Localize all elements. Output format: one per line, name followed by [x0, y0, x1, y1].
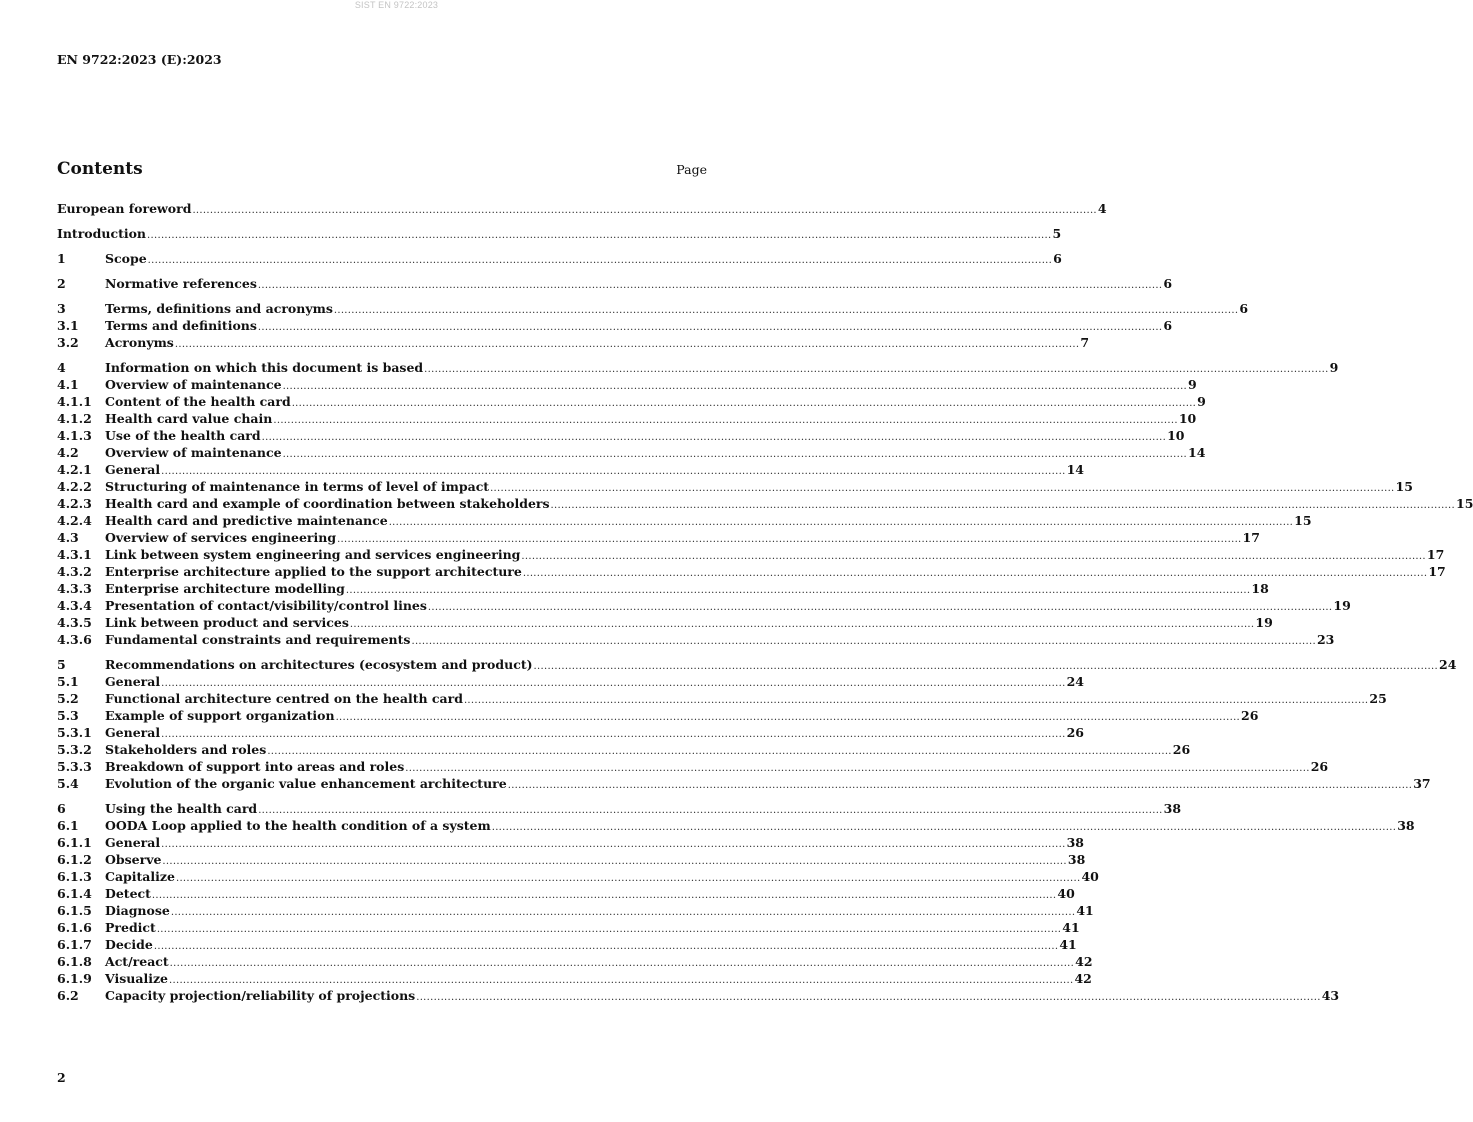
toc-entry-title: Scope	[105, 251, 147, 266]
contents-title: Contents	[57, 159, 143, 179]
toc-dot-leader: ....................................................................................................................................................................................................................................................................	[335, 712, 1241, 723]
toc-entry[interactable]	[57, 427, 1185, 444]
toc-entry-number: 6.1.5	[57, 903, 92, 918]
toc-entry-title: Evolution of the organic value enhancement architecture	[105, 776, 507, 791]
toc-entry-title: Link between system engineering and services engineering	[105, 547, 521, 562]
toc-entry-title: General	[105, 725, 161, 740]
toc-entry[interactable]	[57, 885, 1075, 902]
toc-entry-page: 17	[1242, 530, 1260, 545]
toc-entry-page: 38	[1067, 852, 1086, 867]
toc-entry-title: Acronyms	[105, 335, 174, 350]
toc-entry[interactable]	[57, 800, 1182, 817]
toc-entry-number: 1	[57, 251, 66, 266]
toc-entry[interactable]	[57, 444, 1206, 461]
toc-entry-number: 5.1	[57, 674, 79, 689]
toc-entry-number: 4.1	[57, 377, 79, 392]
toc-dot-leader: ....................................................................................................................................................................................................................................................................	[151, 890, 1057, 901]
toc-dot-leader: ....................................................................................................................................................................................................................................................................	[405, 763, 1310, 774]
toc-entry-title: Fundamental constraints and requirements	[105, 632, 411, 647]
toc-entry-title: Enterprise architecture modelling	[105, 581, 345, 596]
toc-entry[interactable]	[57, 614, 1273, 631]
toc-entry-number: 6.1.2	[57, 852, 92, 867]
toc-entry-page: 42	[1074, 971, 1092, 986]
contents-header	[57, 158, 707, 182]
toc-entry-title: Information on which this document is based	[105, 360, 424, 375]
toc-entry-number: 3	[57, 301, 66, 316]
toc-dot-leader: ....................................................................................................................................................................................................................................................................	[175, 873, 1081, 884]
toc-entry-number: 6.1.1	[57, 835, 92, 850]
toc-dot-leader: ....................................................................................................................................................................................................................................................................	[522, 568, 1428, 579]
toc-entry-page: 26	[1241, 708, 1259, 723]
toc-entry-title: Presentation of contact/visibility/control lines	[105, 598, 427, 613]
toc-entry-number: 5.3.2	[57, 742, 92, 757]
toc-entry-title: Terms, definitions and acronyms	[105, 301, 333, 316]
toc-entry-page: 9	[1329, 360, 1339, 375]
toc-entry[interactable]	[57, 851, 1086, 868]
toc-entry-number: 5.4	[57, 776, 79, 791]
toc-entry-title: General	[105, 462, 161, 477]
toc-dot-leader: ....................................................................................................................................................................................................................................................................	[416, 992, 1321, 1003]
toc-entry[interactable]	[57, 987, 1340, 1004]
toc-entry[interactable]	[57, 376, 1197, 393]
toc-entry-number: 6	[57, 801, 66, 816]
toc-entry[interactable]	[57, 953, 1093, 970]
toc-entry-page: 19	[1333, 598, 1351, 613]
toc-entry-title: Use of the health card	[105, 428, 261, 443]
toc-entry-title: Diagnose	[105, 903, 170, 918]
toc-dot-leader: ....................................................................................................................................................................................................................................................................	[161, 839, 1066, 850]
toc-entry[interactable]	[57, 393, 1206, 410]
toc-dot-leader: ....................................................................................................................................................................................................................................................................	[291, 398, 1197, 409]
toc-entry-number: 6.1.9	[57, 971, 92, 986]
toc-entry-page: 40	[1057, 886, 1075, 901]
toc-entry[interactable]	[57, 546, 1445, 563]
toc-entry-number: 6.1.8	[57, 954, 92, 969]
toc-dot-leader: ....................................................................................................................................................................................................................................................................	[257, 280, 1163, 291]
toc-entry-title: Health card value chain	[105, 411, 273, 426]
toc-entry-number: 3.2	[57, 335, 79, 350]
toc-entry-page: 25	[1369, 691, 1387, 706]
toc-entry-page: 26	[1310, 759, 1329, 774]
toc-entry-page: 15	[1395, 479, 1413, 494]
toc-entry-page: 40	[1081, 869, 1099, 884]
toc-entry-number: 6.1.4	[57, 886, 92, 901]
toc-entry-page: 10	[1167, 428, 1185, 443]
toc-dot-leader: ....................................................................................................................................................................................................................................................................	[507, 780, 1413, 791]
toc-entry[interactable]	[57, 656, 1457, 673]
toc-dot-leader: ....................................................................................................................................................................................................................................................................	[491, 822, 1397, 833]
toc-entry-number: 4.3	[57, 530, 79, 545]
toc-entry-title: Act/react	[105, 954, 169, 969]
watermark: SIST EN 9722:2023	[354, 0, 439, 10]
toc-dot-leader: ....................................................................................................................................................................................................................................................................	[261, 432, 1167, 443]
toc-entry-title: Normative references	[105, 276, 257, 291]
toc-entry[interactable]	[57, 775, 1431, 792]
document-identifier: EN 9722:2023 (E):2023	[57, 52, 222, 67]
toc-entry-page: 23	[1316, 632, 1335, 647]
toc-entry-title: Content of the health card	[105, 394, 291, 409]
toc-entry-title: OODA Loop applied to the health condition of a system	[105, 818, 491, 833]
toc-dot-leader: ....................................................................................................................................................................................................................................................................	[169, 958, 1075, 969]
toc-entry[interactable]	[57, 919, 1080, 936]
toc-entry[interactable]	[57, 410, 1197, 427]
toc-entry-page: 6	[1053, 251, 1062, 266]
toc-entry-number: 4.1.2	[57, 411, 92, 426]
toc-entry-number: 4.2.2	[57, 479, 92, 494]
toc-entry-number: 6.1.6	[57, 920, 92, 935]
toc-entry-number: 6.2	[57, 988, 79, 1003]
toc-entry-title: Overview of maintenance	[105, 445, 282, 460]
toc-entry-number: 5.3	[57, 708, 79, 723]
toc-entry-title: Functional architecture centred on the health card	[105, 691, 463, 706]
toc-entry-title: Terms and definitions	[105, 318, 257, 333]
toc-entry[interactable]	[57, 461, 1084, 478]
toc-entry[interactable]	[57, 495, 1473, 512]
table-of-contents	[57, 200, 1473, 1004]
toc-entry[interactable]	[57, 690, 1387, 707]
toc-entry-page: 4	[1097, 201, 1107, 216]
toc-entry-title: Example of support organization	[105, 708, 335, 723]
toc-entry[interactable]	[57, 970, 1092, 987]
toc-entry-title: Health card and predictive maintenance	[105, 513, 388, 528]
toc-entry-page: 14	[1066, 462, 1084, 477]
toc-dot-leader: ....................................................................................................................................................................................................................................................................	[169, 975, 1074, 986]
toc-dot-leader: ....................................................................................................................................................................................................................................................................	[490, 483, 1395, 494]
toc-entry-number: 3.1	[57, 318, 79, 333]
toc-entry-number: 4.1.1	[57, 394, 92, 409]
toc-entry-number: 4	[57, 360, 66, 375]
toc-entry-page: 18	[1251, 581, 1269, 596]
toc-entry-number: 5.3.1	[57, 725, 92, 740]
toc-entry[interactable]	[57, 817, 1415, 834]
toc-dot-leader: ....................................................................................................................................................................................................................................................................	[258, 805, 1163, 816]
toc-entry-title: Enterprise architecture applied to the support architecture	[105, 564, 522, 579]
toc-entry-page: 26	[1066, 725, 1084, 740]
toc-entry-page: 15	[1456, 496, 1473, 511]
toc-entry[interactable]	[57, 673, 1084, 690]
toc-dot-leader: ....................................................................................................................................................................................................................................................................	[267, 746, 1172, 757]
toc-entry[interactable]	[57, 478, 1413, 495]
toc-entry[interactable]	[57, 512, 1312, 529]
toc-entry-title: Capacity projection/reliability of projections	[105, 988, 416, 1003]
toc-entry[interactable]	[57, 317, 1173, 334]
toc-entry[interactable]	[57, 597, 1351, 614]
toc-dot-leader: ....................................................................................................................................................................................................................................................................	[147, 230, 1052, 241]
toc-entry[interactable]	[57, 300, 1249, 317]
toc-entry-number: 6.1	[57, 818, 79, 833]
toc-dot-leader: ....................................................................................................................................................................................................................................................................	[282, 381, 1188, 392]
toc-entry-number: 6.1.7	[57, 937, 92, 952]
toc-entry-page: 15	[1294, 513, 1312, 528]
toc-entry-title: Predict	[105, 920, 156, 935]
toc-entry-number: 4.3.3	[57, 581, 92, 596]
toc-dot-leader: ....................................................................................................................................................................................................................................................................	[550, 500, 1455, 511]
toc-entry-title: Recommendations on architectures (ecosystem and product)	[105, 657, 533, 672]
toc-dot-leader: ....................................................................................................................................................................................................................................................................	[147, 255, 1053, 266]
toc-dot-leader: ....................................................................................................................................................................................................................................................................	[161, 678, 1066, 689]
toc-entry-number: 5	[57, 657, 66, 672]
toc-entry-page: 6	[1239, 301, 1249, 316]
page-column-label: Page	[676, 162, 707, 177]
toc-entry[interactable]	[57, 359, 1339, 376]
toc-dot-leader: ....................................................................................................................................................................................................................................................................	[170, 907, 1076, 918]
toc-entry[interactable]	[57, 724, 1084, 741]
toc-entry-page: 19	[1255, 615, 1273, 630]
toc-entry-title: Introduction	[57, 226, 147, 241]
toc-entry-number: 4.3.5	[57, 615, 92, 630]
toc-entry-title: Capitalize	[105, 869, 175, 884]
toc-entry-title: Decide	[105, 937, 153, 952]
toc-entry-title: General	[105, 835, 161, 850]
toc-entry-page: 17	[1428, 564, 1446, 579]
toc-entry-title: Health card and example of coordination between stakeholders	[105, 496, 550, 511]
toc-entry-title: Breakdown of support into areas and roles	[105, 759, 405, 774]
toc-entry-page: 9	[1197, 394, 1206, 409]
toc-entry-number: 4.3.4	[57, 598, 92, 613]
toc-entry[interactable]	[57, 334, 1090, 351]
toc-dot-leader: ....................................................................................................................................................................................................................................................................	[337, 534, 1242, 545]
toc-entry-number: 4.2.3	[57, 496, 92, 511]
toc-entry-page: 24	[1066, 674, 1084, 689]
toc-dot-leader: ....................................................................................................................................................................................................................................................................	[153, 941, 1059, 952]
toc-entry-title: Detect	[105, 886, 151, 901]
toc-entry-number: 4.3.2	[57, 564, 92, 579]
toc-entry[interactable]	[57, 250, 1062, 267]
toc-entry-number: 4.2.4	[57, 513, 92, 528]
toc-entry-page: 41	[1059, 937, 1077, 952]
toc-entry[interactable]	[57, 868, 1099, 885]
toc-dot-leader: ....................................................................................................................................................................................................................................................................	[156, 924, 1062, 935]
toc-entry[interactable]	[57, 834, 1084, 851]
toc-entry-page: 42	[1075, 954, 1093, 969]
toc-entry-number: 4.1.3	[57, 428, 92, 443]
toc-entry[interactable]	[57, 200, 1107, 217]
toc-entry-title: Using the health card	[105, 801, 258, 816]
toc-entry-page: 43	[1321, 988, 1340, 1003]
toc-entry-title: Overview of services engineering	[105, 530, 337, 545]
toc-dot-leader: ....................................................................................................................................................................................................................................................................	[345, 585, 1251, 596]
toc-entry-title: Visualize	[105, 971, 169, 986]
toc-entry-page: 10	[1178, 411, 1197, 426]
toc-entry[interactable]	[57, 563, 1446, 580]
toc-entry[interactable]	[57, 275, 1173, 292]
toc-entry-number: 4.2.1	[57, 462, 92, 477]
toc-entry-page: 14	[1188, 445, 1206, 460]
toc-dot-leader: ....................................................................................................................................................................................................................................................................	[463, 695, 1369, 706]
toc-entry-page: 37	[1413, 776, 1431, 791]
toc-entry-number: 4.3.1	[57, 547, 92, 562]
toc-dot-leader: ....................................................................................................................................................................................................................................................................	[192, 205, 1097, 216]
toc-dot-leader: ....................................................................................................................................................................................................................................................................	[349, 619, 1255, 630]
toc-entry-title: Overview of maintenance	[105, 377, 282, 392]
toc-dot-leader: ....................................................................................................................................................................................................................................................................	[521, 551, 1426, 562]
toc-entry-page: 6	[1163, 318, 1173, 333]
toc-entry[interactable]	[57, 936, 1077, 953]
toc-dot-leader: ....................................................................................................................................................................................................................................................................	[174, 339, 1080, 350]
toc-entry-number: 5.2	[57, 691, 79, 706]
toc-entry[interactable]	[57, 529, 1260, 546]
toc-entry-page: 5	[1052, 226, 1062, 241]
page-number: 2	[57, 1070, 66, 1085]
toc-entry-page: 24	[1439, 657, 1457, 672]
toc-dot-leader: ....................................................................................................................................................................................................................................................................	[533, 661, 1438, 672]
toc-entry-page: 38	[1066, 835, 1084, 850]
toc-entry-page: 41	[1076, 903, 1094, 918]
toc-dot-leader: ....................................................................................................................................................................................................................................................................	[273, 415, 1178, 426]
toc-entry[interactable]	[57, 225, 1062, 242]
toc-dot-leader: ....................................................................................................................................................................................................................................................................	[162, 856, 1067, 867]
toc-entry-number: 4.2	[57, 445, 79, 460]
toc-entry-number: 4.3.6	[57, 632, 92, 647]
toc-entry-number: 6.1.3	[57, 869, 92, 884]
toc-entry-title: Observe	[105, 852, 162, 867]
toc-entry[interactable]	[57, 741, 1191, 758]
toc-entry-page: 38	[1397, 818, 1415, 833]
toc-entry-page: 9	[1188, 377, 1197, 392]
toc-entry-page: 38	[1163, 801, 1182, 816]
toc-dot-leader: ....................................................................................................................................................................................................................................................................	[257, 322, 1163, 333]
toc-entry-number: 5.3.3	[57, 759, 92, 774]
toc-entry-title: General	[105, 674, 161, 689]
toc-dot-leader: ....................................................................................................................................................................................................................................................................	[161, 466, 1066, 477]
toc-entry-number: 2	[57, 276, 66, 291]
toc-entry-page: 6	[1163, 276, 1173, 291]
toc-entry[interactable]	[57, 707, 1259, 724]
toc-dot-leader: ....................................................................................................................................................................................................................................................................	[427, 602, 1333, 613]
toc-entry[interactable]	[57, 631, 1335, 648]
toc-entry[interactable]	[57, 580, 1269, 597]
toc-dot-leader: ....................................................................................................................................................................................................................................................................	[388, 517, 1294, 528]
toc-entry-title: Structuring of maintenance in terms of level of impact	[105, 479, 490, 494]
toc-dot-leader: ....................................................................................................................................................................................................................................................................	[282, 449, 1188, 460]
toc-entry-page: 26	[1172, 742, 1191, 757]
toc-dot-leader: ....................................................................................................................................................................................................................................................................	[411, 636, 1316, 647]
toc-entry-title: Stakeholders and roles	[105, 742, 267, 757]
toc-entry[interactable]	[57, 758, 1329, 775]
toc-entry[interactable]	[57, 902, 1094, 919]
toc-entry-page: 7	[1080, 335, 1090, 350]
toc-dot-leader: ....................................................................................................................................................................................................................................................................	[424, 364, 1329, 375]
toc-entry-page: 17	[1426, 547, 1445, 562]
toc-entry-title: European foreword	[57, 201, 192, 216]
toc-entry-page: 41	[1062, 920, 1080, 935]
toc-dot-leader: ....................................................................................................................................................................................................................................................................	[333, 305, 1239, 316]
toc-entry-title: Link between product and services	[105, 615, 349, 630]
toc-dot-leader: ....................................................................................................................................................................................................................................................................	[161, 729, 1066, 740]
